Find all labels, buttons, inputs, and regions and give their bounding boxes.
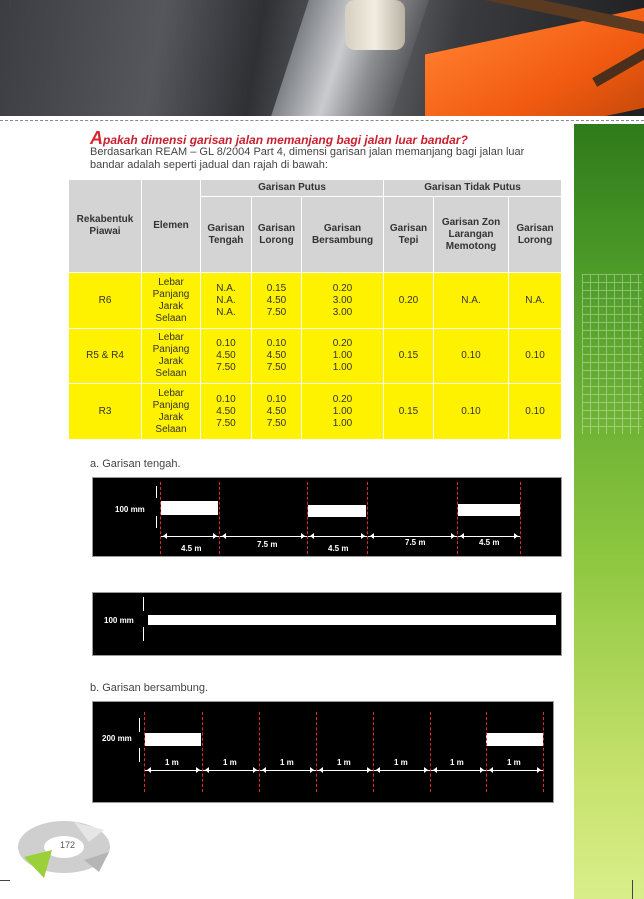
zon-cell: 0.10 <box>434 384 509 440</box>
header-zon: Garisan Zon Larangan Memotong <box>434 197 509 273</box>
diagram-continuous-line <box>92 592 562 656</box>
marking-stripe <box>308 505 366 517</box>
red-guide-line <box>259 712 260 792</box>
red-guide-line <box>316 712 317 792</box>
lorong2-cell: 0.10 <box>509 384 562 440</box>
dimension-arrow <box>203 770 259 771</box>
dimension-table <box>68 179 562 440</box>
header-rekabentuk: Rekabentuk Piawai <box>69 180 142 273</box>
width-label: 100 mm <box>115 505 145 514</box>
decorative-side-bar <box>574 124 644 899</box>
red-guide-line <box>543 712 544 792</box>
lorong-cell: 0.10 4.50 7.50 <box>252 329 302 384</box>
dimension-arrow <box>260 770 316 771</box>
dimension-label: 7.5 m <box>257 540 278 549</box>
dimension-arrow <box>308 536 367 537</box>
width-arrow <box>143 627 144 641</box>
header-lorong: Garisan Lorong <box>252 197 302 273</box>
red-guide-line <box>144 712 145 792</box>
red-guide-line <box>520 482 521 554</box>
row-name: R6 <box>69 273 142 329</box>
dimension-label: 4.5 m <box>328 544 349 553</box>
marking-stripe <box>148 615 556 625</box>
tengah-cell: N.A. N.A. N.A. <box>201 273 252 329</box>
question-title-text: pakah dimensi garisan jalan memanjang bagi jalan luar bandar? <box>103 133 468 147</box>
red-guide-line <box>430 712 431 792</box>
dimension-arrow <box>368 536 457 537</box>
dimension-arrow <box>220 536 307 537</box>
page-number: 172 <box>60 840 76 850</box>
tengah-cell: 0.10 4.50 7.50 <box>201 384 252 440</box>
header-garisan-putus: Garisan Putus <box>201 180 384 197</box>
width-arrow <box>139 718 140 732</box>
machine-nozzle <box>345 0 405 50</box>
dimension-label: 4.5 m <box>479 538 500 547</box>
dimension-label: 1 m <box>450 758 464 767</box>
grid-decoration <box>582 274 642 434</box>
header-photo <box>0 0 644 116</box>
red-guide-line <box>202 712 203 792</box>
dimension-arrow <box>374 770 430 771</box>
header-bersambung: Garisan Bersambung <box>302 197 384 273</box>
tepi-cell: 0.20 <box>384 273 434 329</box>
red-guide-line <box>367 482 368 554</box>
width-label: 200 mm <box>102 734 132 743</box>
marking-stripe <box>145 733 201 746</box>
bersambung-cell: 0.20 3.00 3.00 <box>302 273 384 329</box>
bersambung-cell: 0.20 1.00 1.00 <box>302 384 384 440</box>
dimension-label: 1 m <box>394 758 408 767</box>
header-elemen: Elemen <box>142 180 201 273</box>
width-arrow <box>139 748 140 762</box>
marking-stripe <box>161 501 218 515</box>
dimension-label: 7.5 m <box>405 538 426 547</box>
caption-garisan-bersambung: b. Garisan bersambung. <box>90 682 209 694</box>
dimension-arrow <box>317 770 373 771</box>
elemen-cell: Lebar Panjang Jarak Selaan <box>142 329 201 384</box>
dimension-label: 1 m <box>507 758 521 767</box>
row-name: R5 & R4 <box>69 329 142 384</box>
crop-mark <box>0 880 10 881</box>
marking-stripe <box>458 504 520 516</box>
width-arrow <box>156 516 157 528</box>
crop-mark <box>10 0 11 10</box>
tengah-cell: 0.10 4.50 7.50 <box>201 329 252 384</box>
red-guide-line <box>307 482 308 554</box>
table-row <box>69 384 562 440</box>
marking-stripe <box>486 733 543 746</box>
elemen-cell: Lebar Panjang Jarak Selaan <box>142 384 201 440</box>
table-row <box>69 329 562 384</box>
header-garisan-tidak-putus: Garisan Tidak Putus <box>384 180 562 197</box>
caption-garisan-tengah: a. Garisan tengah. <box>90 458 181 470</box>
lorong-cell: 0.10 4.50 7.50 <box>252 384 302 440</box>
tepi-cell: 0.15 <box>384 329 434 384</box>
lorong2-cell: 0.10 <box>509 329 562 384</box>
width-label: 100 mm <box>104 616 134 625</box>
dimension-label: 1 m <box>165 758 179 767</box>
header-lorong-2: Garisan Lorong <box>509 197 562 273</box>
row-name: R3 <box>69 384 142 440</box>
lorong2-cell: N.A. <box>509 273 562 329</box>
question-initial: A <box>90 128 103 148</box>
width-arrow <box>156 486 157 498</box>
diagram-broken-line <box>92 477 562 557</box>
zon-cell: 0.10 <box>434 329 509 384</box>
red-guide-line <box>219 482 220 554</box>
lorong-cell: 0.15 4.50 7.50 <box>252 273 302 329</box>
zon-cell: N.A. <box>434 273 509 329</box>
table-row <box>69 273 562 329</box>
elemen-cell: Lebar Panjang Jarak Selaan <box>142 273 201 329</box>
tepi-cell: 0.15 <box>384 384 434 440</box>
dotted-divider <box>0 120 644 121</box>
dimension-label: 4.5 m <box>181 544 202 553</box>
header-tengah: Garisan Tengah <box>201 197 252 273</box>
red-guide-line <box>160 482 161 554</box>
intro-text: Berdasarkan REAM – GL 8/2004 Part 4, dimensi garisan jalan memanjang bagi jalan luar bandar adalah seperti jadual dan rajah di bawah: <box>90 146 525 171</box>
dimension-arrow <box>458 536 520 537</box>
dimension-arrow <box>431 770 486 771</box>
dimension-label: 1 m <box>280 758 294 767</box>
bersambung-cell: 0.20 1.00 1.00 <box>302 329 384 384</box>
width-arrow <box>143 597 144 611</box>
dimension-arrow <box>145 770 202 771</box>
red-guide-line <box>373 712 374 792</box>
dimension-arrow <box>487 770 543 771</box>
dimension-label: 1 m <box>223 758 237 767</box>
dimension-arrow <box>161 536 219 537</box>
diagram-continuation-line <box>92 701 554 803</box>
dimension-label: 1 m <box>337 758 351 767</box>
header-tepi: Garisan Tepi <box>384 197 434 273</box>
red-guide-line <box>457 482 458 554</box>
red-guide-line <box>486 712 487 792</box>
crop-mark <box>632 880 633 899</box>
